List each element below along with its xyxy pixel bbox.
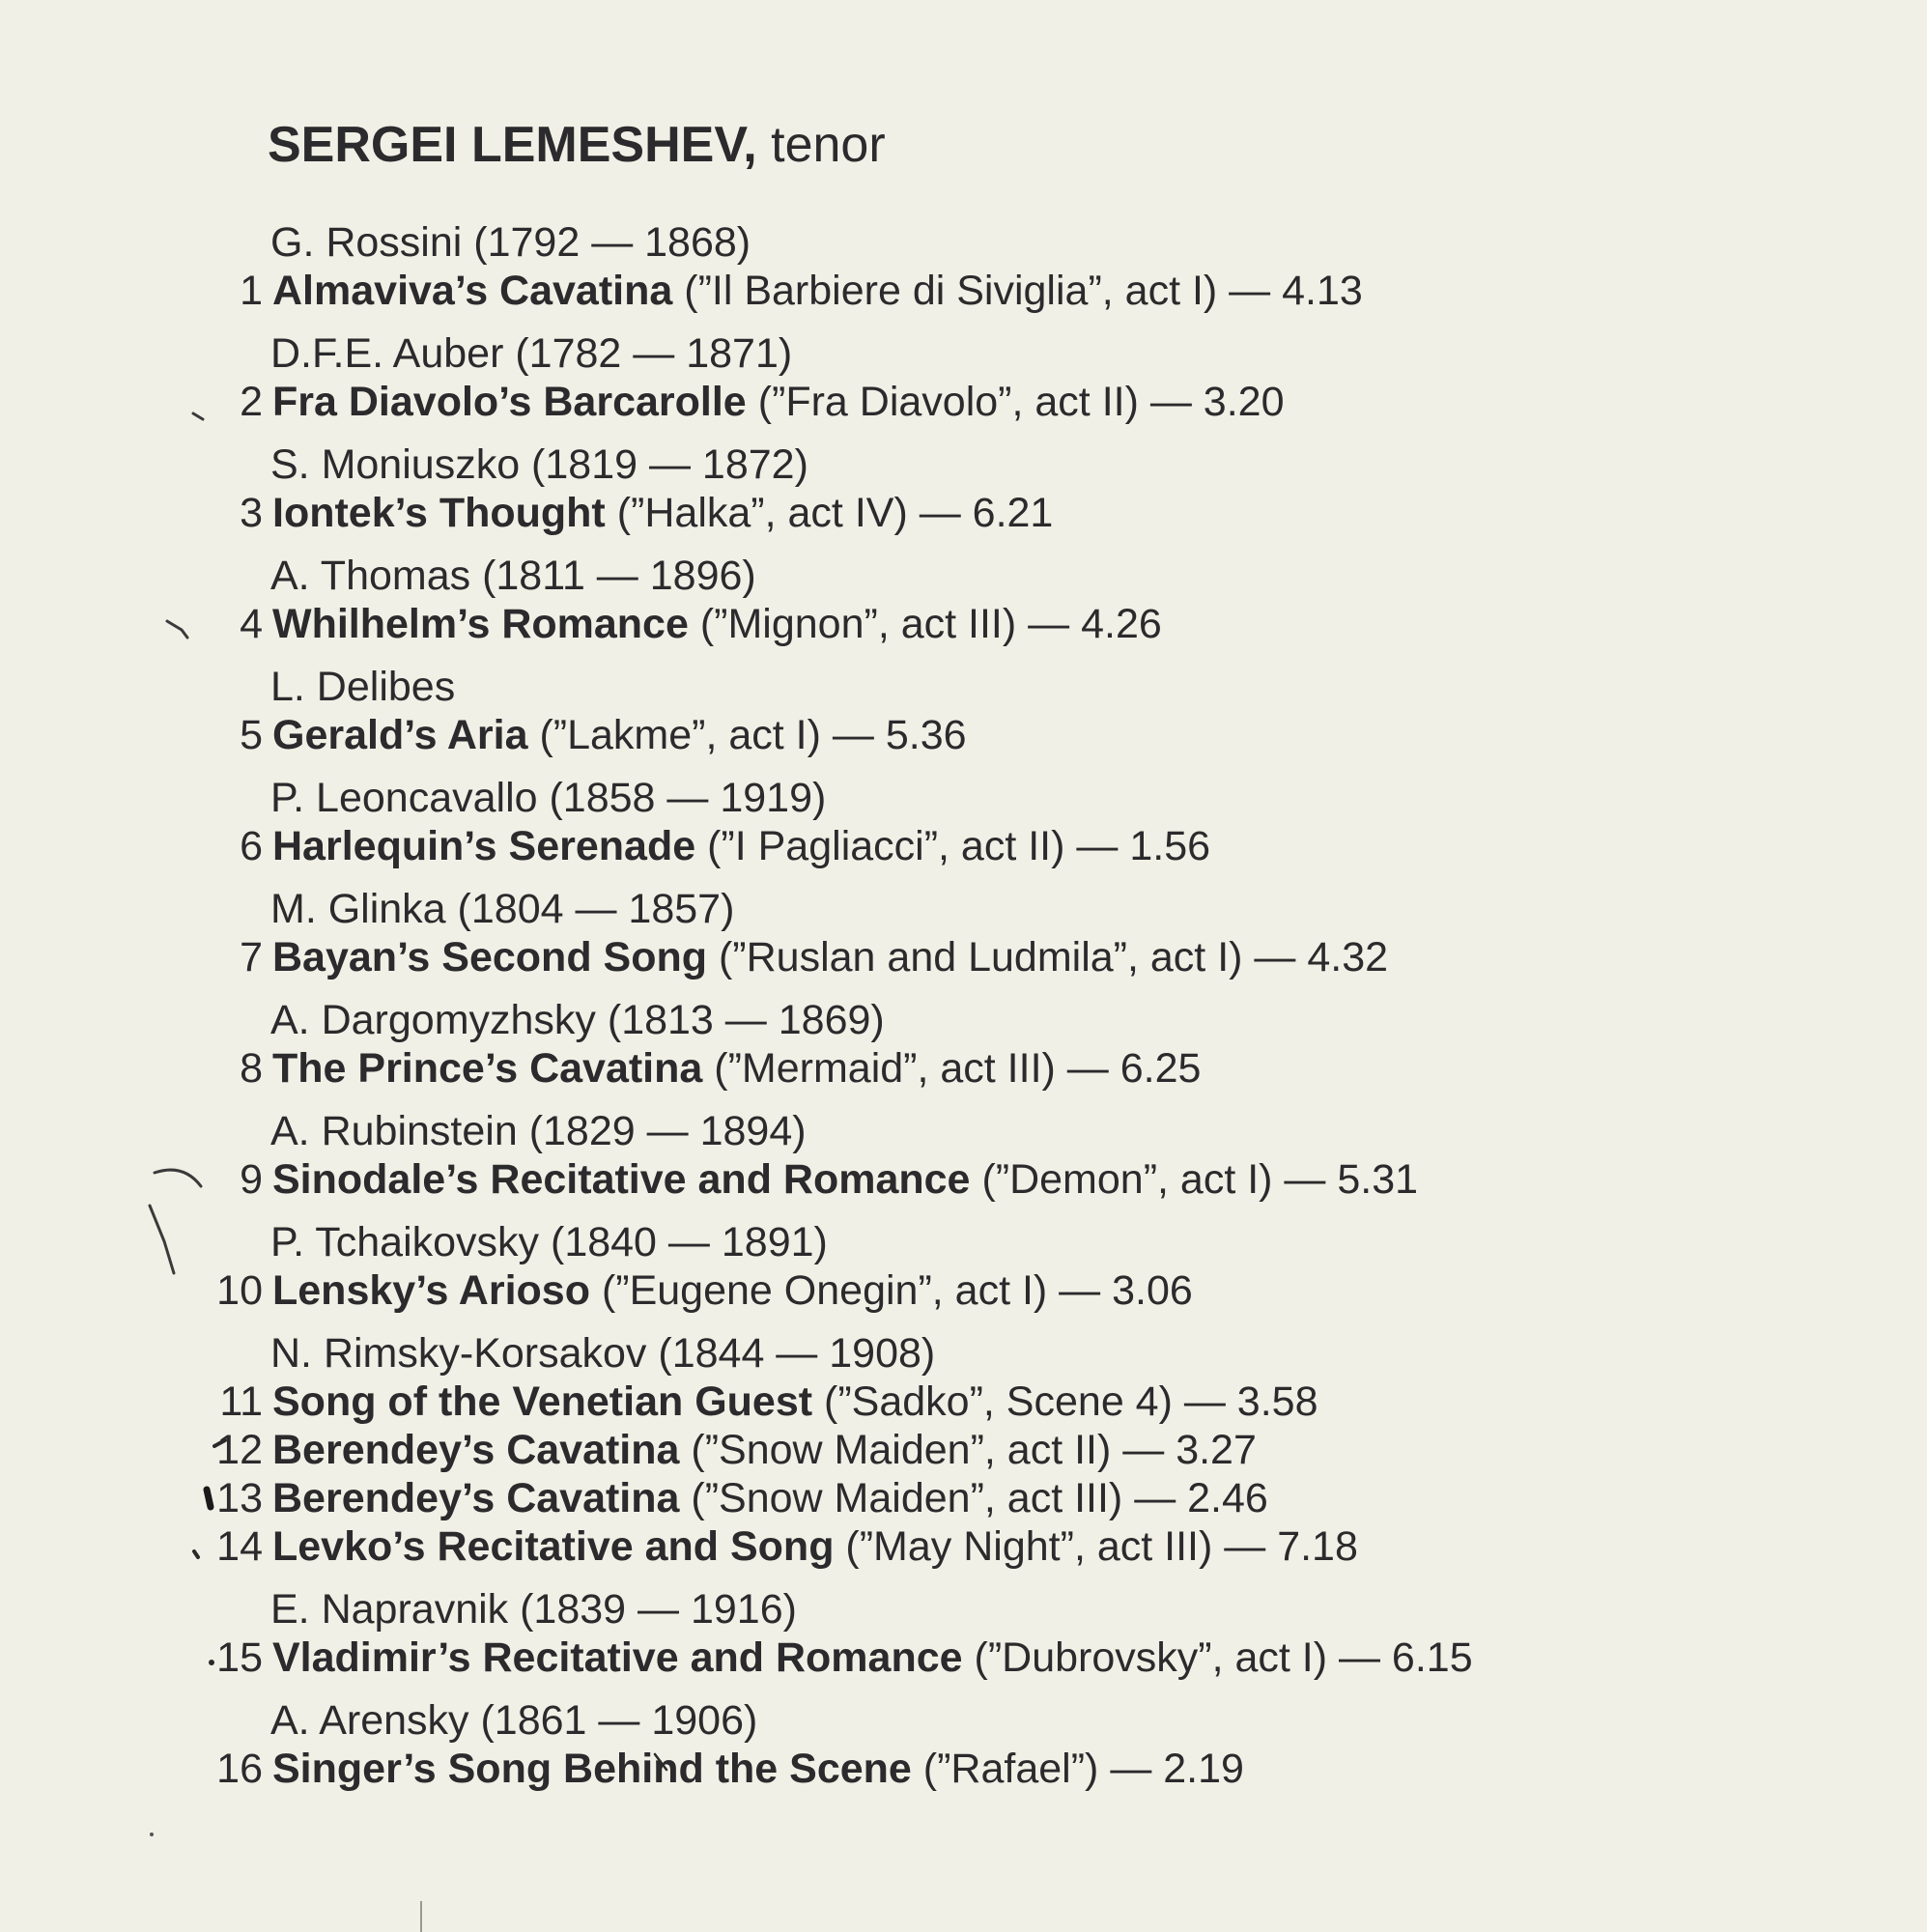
track-detail: (”Mermaid”, act III) — 6.25 — [714, 1045, 1202, 1092]
track-detail: (”Ruslan and Ludmila”, act I) — 4.32 — [718, 934, 1389, 980]
composer-line: E. Napravnik (1839 — 1916) — [270, 1586, 797, 1633]
track-title: Levko’s Recitative and Song — [272, 1523, 835, 1570]
composer-line: A. Thomas (1811 — 1896) — [270, 553, 756, 599]
track-title: Fra Diavolo’s Barcarolle — [272, 379, 747, 425]
track-number: 2 — [240, 379, 263, 425]
track-detail: (”Rafael”) — 2.19 — [922, 1746, 1244, 1792]
track-detail: (”Il Barbiere di Siviglia”, act I) — 4.13 — [684, 268, 1363, 314]
track-detail: (”I Pagliacci”, act II) — 1.56 — [707, 823, 1211, 869]
track-detail: (”Mignon”, act III) — 4.26 — [699, 601, 1162, 647]
tick-mark-track-10 — [150, 1206, 174, 1273]
composer-line: L. Delibes — [270, 664, 456, 710]
composer-line: G. Rossini (1792 — 1868) — [270, 219, 751, 266]
track-number: 11 — [219, 1378, 263, 1425]
track-number: 7 — [240, 934, 263, 980]
track-detail: (”Sadko”, Scene 4) — 3.58 — [824, 1378, 1318, 1425]
track-title: Bayan’s Second Song — [272, 934, 708, 980]
track-title: Almaviva’s Cavatina — [272, 268, 673, 314]
track-detail: (”Eugene Onegin”, act I) — 3.06 — [601, 1267, 1193, 1314]
performer-name: SERGEI LEMESHEV, — [268, 117, 757, 173]
track-detail: (”Snow Maiden”, act II) — 3.27 — [691, 1427, 1257, 1473]
track-detail: (”Demon”, act I) — 5.31 — [981, 1156, 1419, 1203]
track-detail: (”May Night”, act III) — 7.18 — [845, 1523, 1358, 1570]
composer-line: S. Moniuszko (1819 — 1872) — [270, 441, 808, 488]
track-number: 12 — [216, 1427, 263, 1473]
track-detail: (”Snow Maiden”, act III) — 2.46 — [691, 1475, 1268, 1521]
composer-line: A. Arensky (1861 — 1906) — [270, 1697, 758, 1744]
composer-line: P. Leoncavallo (1858 — 1919) — [270, 775, 827, 821]
composer-line: P. Tchaikovsky (1840 — 1891) — [270, 1219, 828, 1265]
track-number: 6 — [240, 823, 263, 869]
composer-line: A. Dargomyzhsky (1813 — 1869) — [270, 997, 885, 1043]
composer-line: N. Rimsky-Korsakov (1844 — 1908) — [270, 1330, 936, 1377]
composer-line: D.F.E. Auber (1782 — 1871) — [270, 330, 793, 377]
track-number: 3 — [240, 490, 263, 536]
track-detail: (”Lakme”, act I) — 5.36 — [539, 712, 967, 758]
track-number: 15 — [216, 1634, 263, 1681]
track-number: 4 — [240, 601, 263, 647]
track-number: 13 — [216, 1475, 263, 1521]
composer-line: M. Glinka (1804 — 1857) — [270, 886, 735, 932]
track-title: Sinodale’s Recitative and Romance — [272, 1156, 971, 1203]
track-title: Vladimir’s Recitative and Romance — [272, 1634, 963, 1681]
track-number: 14 — [216, 1523, 263, 1570]
track-title: Song of the Venetian Guest — [272, 1378, 813, 1425]
track-title: Iontek’s Thought — [272, 490, 606, 536]
track-number: 16 — [216, 1746, 263, 1792]
track-title: Berendey’s Cavatina — [272, 1475, 680, 1521]
track-number: 1 — [240, 268, 263, 314]
track-title: Berendey’s Cavatina — [272, 1427, 680, 1473]
track-title: Gerald’s Aria — [272, 712, 528, 758]
track-number: 8 — [240, 1045, 263, 1092]
album-header — [268, 116, 886, 174]
stray-dot — [150, 1833, 154, 1836]
track-title: Singer’s Song Behind the Scene — [272, 1746, 912, 1792]
track-title: Whilhelm’s Romance — [272, 601, 689, 647]
track-number: 9 — [240, 1156, 263, 1203]
track-detail: (”Fra Diavolo”, act II) — 3.20 — [757, 379, 1285, 425]
track-title: Lensky’s Arioso — [272, 1267, 590, 1314]
track-number: 10 — [216, 1267, 263, 1314]
composer-line: A. Rubinstein (1829 — 1894) — [270, 1108, 807, 1154]
voice-type: tenor — [771, 117, 886, 173]
track-detail: (”Halka”, act IV) — 6.21 — [616, 490, 1054, 536]
track-title: The Prince’s Cavatina — [272, 1045, 703, 1092]
track-number: 5 — [240, 712, 263, 758]
track-detail: (”Dubrovsky”, act I) — 6.15 — [974, 1634, 1473, 1681]
track-title: Harlequin’s Serenade — [272, 823, 696, 869]
